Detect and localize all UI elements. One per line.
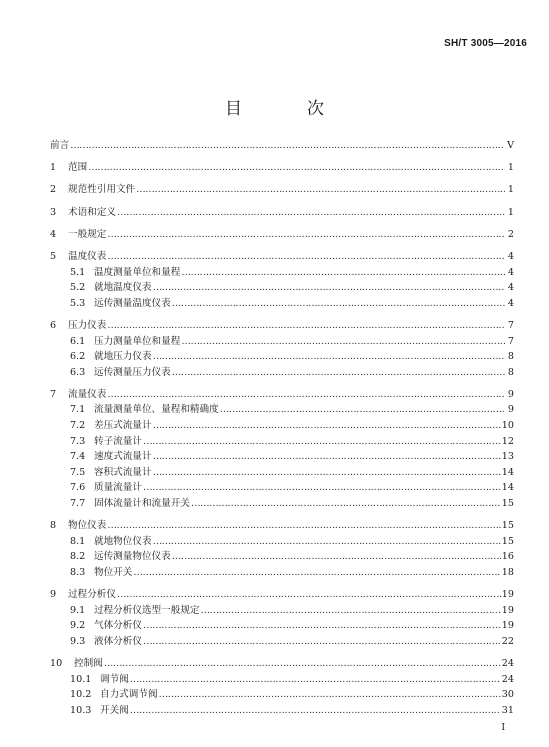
- toc-entry-number: 10.2: [70, 689, 92, 701]
- toc-entry-label: 远传测量压力仪表: [94, 366, 171, 378]
- toc-entry-page: 19: [501, 620, 514, 632]
- dot-leader: [117, 206, 505, 220]
- toc-entry-label: 差压式流量计: [94, 420, 152, 432]
- toc-entry-number: 5: [50, 250, 57, 262]
- toc-entry-label: 温度测量单位和量程: [94, 266, 181, 278]
- toc-entry-number: 8.3: [70, 567, 86, 578]
- toc-entry-label: 液体分析仪: [94, 635, 142, 647]
- toc-entry-page: 14: [501, 482, 514, 494]
- toc-entry-page: 24: [501, 673, 514, 685]
- toc-entry-label: 固体流量计和流量开关: [94, 498, 190, 510]
- toc-entry-number: 4: [50, 228, 57, 240]
- toc-entry-label: 规范性引用文件: [68, 184, 136, 196]
- toc-entry-page: 4: [507, 282, 514, 294]
- toc-entry-number: 8: [50, 520, 57, 532]
- toc-subentry[interactable]: [50, 297, 514, 311]
- toc-subentry[interactable]: [50, 673, 514, 687]
- toc-entry-label: 过程分析仪选型一般规定: [94, 604, 200, 616]
- toc-subentry[interactable]: [50, 350, 514, 364]
- toc-entry-label: 压力测量单位和量程: [94, 335, 181, 347]
- dot-leader: [172, 366, 505, 380]
- toc-entry-label: 物位开关: [94, 567, 133, 578]
- dot-leader: [153, 419, 501, 433]
- toc-entry-number: 6: [50, 319, 57, 331]
- toc-entry-number: 9.3: [70, 635, 86, 647]
- toc-subentry[interactable]: [50, 550, 514, 564]
- dot-leader: [107, 388, 505, 402]
- toc-entry-number: 6.1: [70, 335, 86, 347]
- dot-leader: [107, 250, 505, 264]
- toc-entry-label: 流量测量单位、量程和精确度: [94, 404, 219, 416]
- toc-entry-number: 6.3: [70, 366, 86, 378]
- toc-entry-label: 流量仪表: [68, 388, 107, 400]
- toc-entry-label: 一般规定: [68, 228, 107, 240]
- dot-leader: [136, 183, 505, 197]
- toc-entry-page: 1: [507, 206, 514, 218]
- dot-leader: [220, 403, 505, 417]
- toc-subentry[interactable]: [50, 704, 514, 718]
- toc-entry-label: 调节阀: [100, 673, 129, 685]
- toc-entry-page: 16: [501, 551, 514, 563]
- toc-entry[interactable]: [50, 228, 514, 242]
- toc-entry-number: 8.1: [70, 535, 86, 547]
- toc-entry-number: 7.1: [70, 404, 86, 416]
- toc-subentry[interactable]: [50, 535, 514, 549]
- toc-entry-number: 7.6: [70, 482, 86, 494]
- toc-entry-number: 10: [50, 658, 63, 670]
- dot-leader: [153, 281, 505, 295]
- toc-entry[interactable]: [50, 319, 514, 333]
- toc-entry-page: 10: [501, 420, 514, 432]
- dot-leader: [181, 266, 505, 280]
- toc-entry-label: 前言: [50, 140, 70, 151]
- dot-leader: [181, 335, 505, 349]
- toc-entry-page: 8: [507, 351, 514, 363]
- dot-leader: [159, 688, 501, 702]
- toc-entry-number: 5.1: [70, 266, 86, 278]
- toc-subentry[interactable]: [50, 604, 514, 618]
- toc-entry-label: 远传测量温度仪表: [94, 297, 171, 309]
- toc-subentry[interactable]: [50, 688, 514, 702]
- toc-entry-page: 8: [507, 366, 514, 378]
- toc-subentry[interactable]: [50, 619, 514, 633]
- toc-entry-page: 18: [501, 567, 514, 578]
- toc-entry-page: 22: [501, 635, 514, 647]
- toc-entry-number: 2: [50, 184, 57, 196]
- toc-entry-page: 24: [501, 658, 514, 670]
- toc-entry-page: V: [507, 140, 514, 151]
- toc-entry-page: 9: [507, 388, 514, 400]
- toc-entry-label: 压力仪表: [68, 319, 107, 331]
- toc-entry-label: 气体分析仪: [94, 620, 142, 632]
- toc-entry[interactable]: [50, 519, 514, 533]
- toc-subentry[interactable]: [50, 466, 514, 480]
- page-title: 目 次: [225, 99, 348, 119]
- toc-subentry[interactable]: [50, 266, 514, 280]
- toc-entry-label: 容积式流量计: [94, 466, 152, 478]
- dot-leader: [172, 550, 501, 564]
- dot-leader: [130, 704, 501, 718]
- dot-leader: [130, 673, 501, 687]
- dot-leader: [107, 319, 505, 333]
- toc-entry[interactable]: [50, 183, 514, 197]
- toc-entry-page: 13: [501, 451, 514, 463]
- toc-entry-page: 12: [501, 435, 514, 447]
- dot-leader: [153, 350, 505, 364]
- toc-entry-page: 19: [501, 604, 514, 616]
- toc-entry-label: 物位仪表: [68, 520, 107, 532]
- toc-entry-page: 7: [507, 335, 514, 347]
- dot-leader: [191, 497, 501, 511]
- toc-subentry[interactable]: [50, 335, 514, 349]
- toc-subentry[interactable]: [50, 366, 514, 380]
- toc-entry[interactable]: [50, 161, 514, 175]
- toc-entry-number: 6.2: [70, 351, 86, 363]
- toc-entry-number: 5.3: [70, 297, 86, 309]
- toc-entry-number: 9.1: [70, 604, 86, 616]
- page-number: I: [501, 723, 505, 733]
- dot-leader: [143, 481, 501, 495]
- toc-entry-number: 3: [50, 206, 57, 218]
- toc-entry-label: 温度仪表: [68, 250, 107, 262]
- toc-entry-page: 14: [501, 466, 514, 478]
- toc-entry-number: 7.7: [70, 498, 86, 510]
- toc-subentry[interactable]: [50, 281, 514, 295]
- dot-leader: [143, 619, 501, 633]
- dot-leader: [117, 588, 501, 602]
- toc-subentry[interactable]: [50, 403, 514, 417]
- dot-leader: [70, 139, 505, 153]
- dot-leader: [88, 161, 505, 175]
- toc-entry-label: 就地压力仪表: [94, 351, 152, 363]
- toc-entry[interactable]: [50, 657, 514, 671]
- toc-entry-number: 9.2: [70, 620, 86, 632]
- toc-entry-label: 转子流量计: [94, 435, 142, 447]
- toc-entry-page: 30: [501, 689, 514, 701]
- toc-entry-page: 1: [507, 184, 514, 196]
- toc-subentry[interactable]: [50, 435, 514, 449]
- dot-leader: [143, 435, 501, 449]
- toc-entry-label: 术语和定义: [68, 206, 116, 218]
- dot-leader: [201, 604, 501, 618]
- toc-entry[interactable]: [50, 206, 514, 220]
- toc-entry-number: 1: [50, 162, 57, 174]
- toc-entry-label: 开关阀: [100, 704, 129, 716]
- toc-entry-page: 1: [507, 162, 514, 174]
- toc-entry-page: 19: [501, 589, 514, 601]
- toc-entry-label: 质量流量计: [94, 482, 142, 494]
- toc-entry-page: 9: [507, 404, 514, 416]
- toc-entry-label: 范围: [68, 162, 88, 174]
- toc-entry-label: 就地温度仪表: [94, 282, 152, 294]
- toc-entry-page: 7: [507, 319, 514, 331]
- toc-entry[interactable]: [50, 588, 514, 602]
- dot-leader: [153, 535, 501, 549]
- toc-entry-number: 7.2: [70, 420, 86, 432]
- toc-entry-label: 远传测量物位仪表: [94, 551, 171, 563]
- toc-subentry[interactable]: [50, 481, 514, 495]
- toc-entry-number: 10.3: [70, 704, 92, 716]
- toc-entry-label: 就地物位仪表: [94, 535, 152, 547]
- toc-entry-number: 7.5: [70, 466, 86, 478]
- toc-entry[interactable]: [50, 139, 514, 153]
- toc-entry[interactable]: [50, 250, 514, 264]
- toc-entry-number: 10.1: [70, 673, 92, 685]
- dot-leader: [153, 466, 501, 480]
- toc-entry-number: 7.4: [70, 451, 86, 463]
- toc-entry-page: 2: [507, 228, 514, 240]
- toc-entry-page: 4: [507, 297, 514, 309]
- table-of-contents: [50, 139, 514, 718]
- toc-subentry[interactable]: [50, 497, 514, 511]
- toc-entry-label: 过程分析仪: [68, 589, 116, 601]
- dot-leader: [172, 297, 505, 311]
- dot-leader: [104, 657, 501, 671]
- toc-entry-label: 控制阀: [74, 658, 103, 670]
- toc-entry[interactable]: [50, 388, 514, 402]
- toc-entry-number: 7: [50, 388, 57, 400]
- toc-subentry[interactable]: [50, 566, 514, 580]
- toc-entry-page: 15: [501, 535, 514, 547]
- standard-code: SH/T 3005—2016: [444, 38, 527, 49]
- toc-entry-page: 15: [501, 498, 514, 510]
- dot-leader: [133, 566, 500, 580]
- toc-entry-label: 速度式流量计: [94, 451, 152, 463]
- toc-entry-label: 自力式调节阀: [100, 689, 158, 701]
- toc-entry-number: 9: [50, 589, 57, 601]
- dot-leader: [143, 635, 501, 649]
- toc-entry-number: 7.3: [70, 435, 86, 447]
- dot-leader: [107, 519, 500, 533]
- toc-entry-page: 31: [501, 704, 514, 716]
- toc-subentry[interactable]: [50, 635, 514, 649]
- toc-entry-page: 4: [507, 266, 514, 278]
- toc-entry-number: 5.2: [70, 282, 86, 294]
- toc-entry-number: 8.2: [70, 551, 86, 563]
- dot-leader: [107, 228, 505, 242]
- toc-subentry[interactable]: [50, 450, 514, 464]
- toc-entry-page: 4: [507, 250, 514, 262]
- toc-subentry[interactable]: [50, 419, 514, 433]
- dot-leader: [153, 450, 501, 464]
- toc-entry-page: 15: [501, 520, 514, 532]
